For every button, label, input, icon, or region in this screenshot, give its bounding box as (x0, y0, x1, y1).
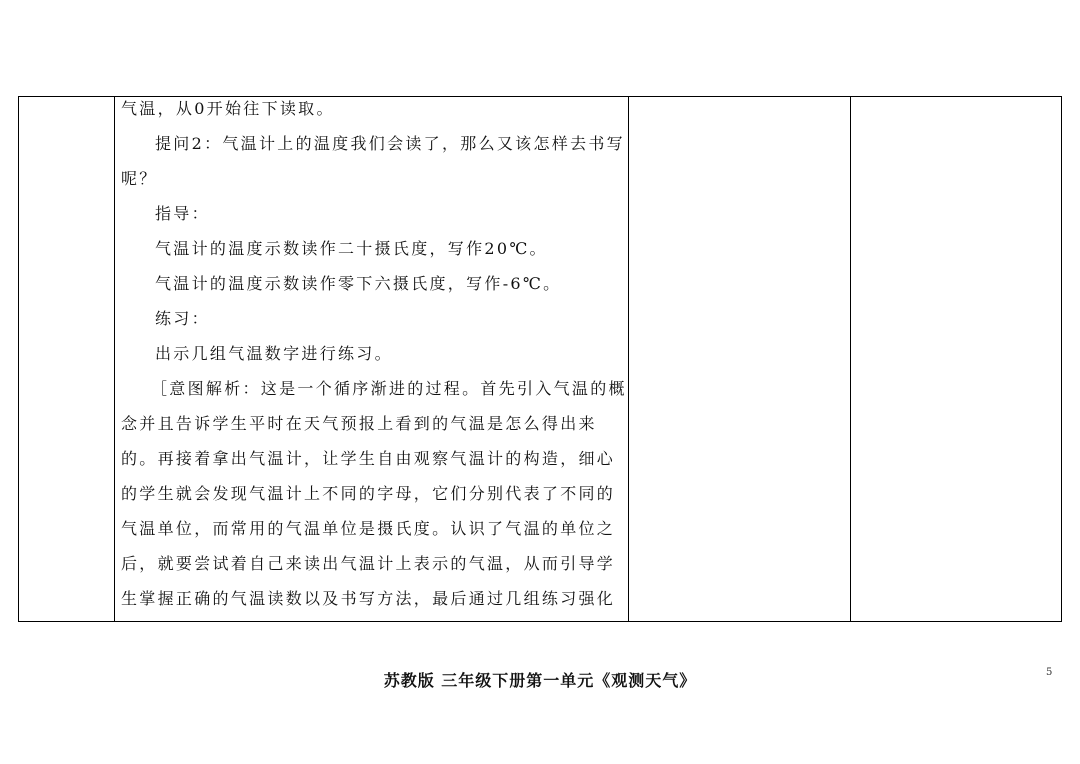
content-line: 的学生就会发现气温计上不同的字母，它们分别代表了不同的 (121, 484, 616, 503)
footer-title: 苏教版 三年级下册第一单元《观测天气》 (383, 671, 697, 690)
content-line: 气温计的温度示数读作二十摄氏度，写作20℃。 (155, 239, 548, 258)
content-line: 气温，从0开始往下读取。 (121, 99, 335, 118)
content-line: 的。再接着拿出气温计，让学生自由观察气温计的构造，细心 (121, 449, 616, 468)
lesson-content-cell (115, 97, 629, 621)
column-divider-3 (850, 97, 851, 621)
content-line: 出示几组气温数字进行练习。 (155, 344, 393, 363)
content-line: 后，就要尝试着自己来读出气温计上表示的气温，从而引导学 (121, 554, 616, 573)
content-line: 念并且告诉学生平时在天气预报上看到的气温是怎么得出来 (121, 414, 597, 433)
content-line: 提问2：气温计上的温度我们会读了，那么又该怎样去书写 (155, 134, 625, 153)
content-line: 气温单位，而常用的气温单位是摄氏度。认识了气温的单位之 (121, 519, 616, 538)
content-line: 练习： (155, 309, 210, 328)
content-line: 呢？ (121, 169, 158, 188)
content-line: 生掌握正确的气温读数以及书写方法，最后通过几组练习强化 (121, 589, 616, 608)
content-line: 气温计的温度示数读作零下六摄氏度，写作-6℃。 (155, 274, 562, 293)
page-number: 5 (1046, 667, 1053, 678)
content-line: ［意图解析：这是一个循序渐进的过程。首先引入气温的概 (151, 379, 627, 398)
content-line: 指导： (155, 204, 210, 223)
lesson-table (18, 96, 1062, 622)
